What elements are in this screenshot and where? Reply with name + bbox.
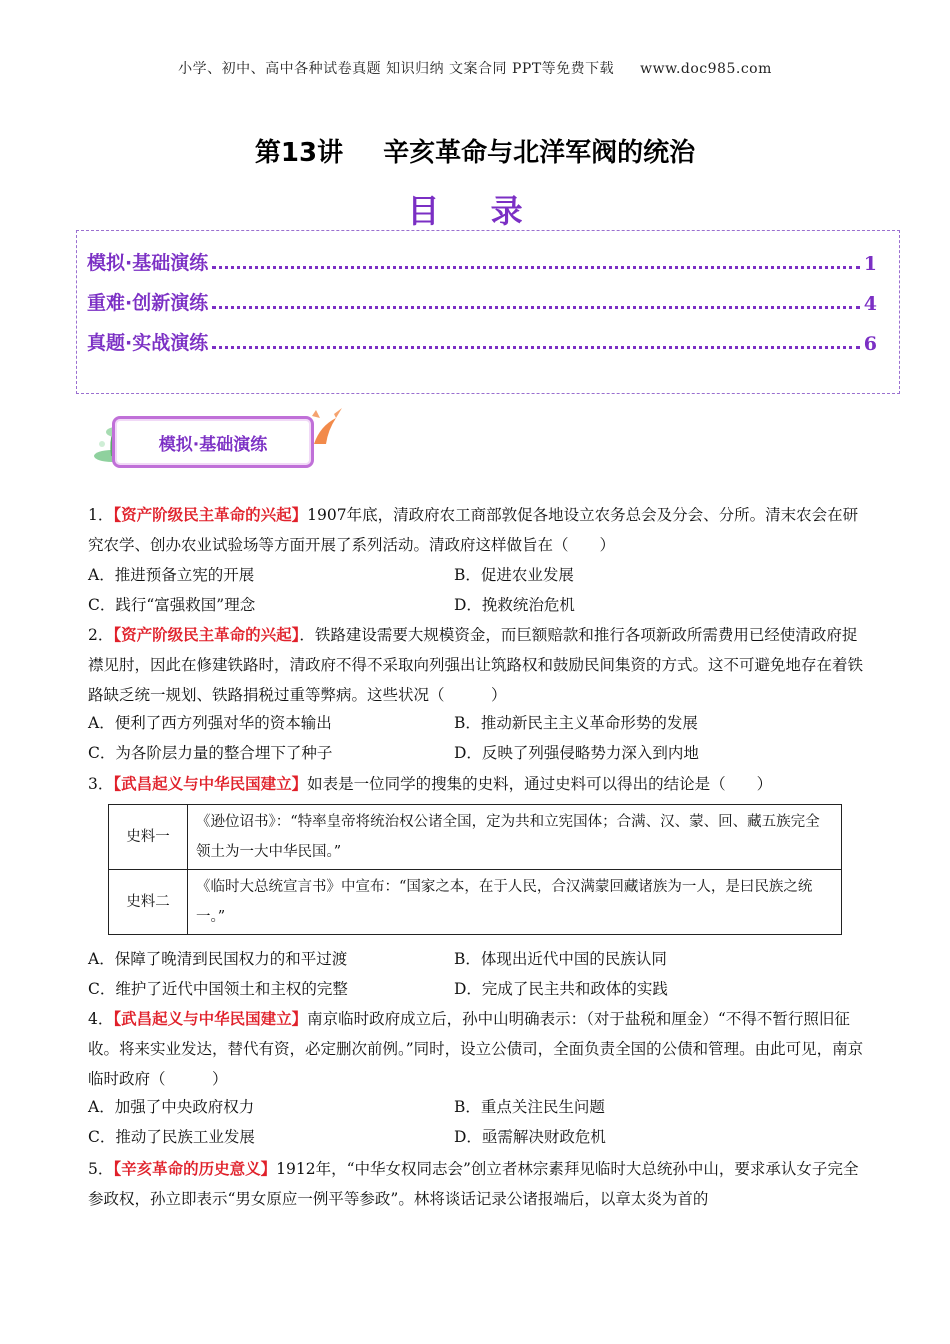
koi-fish-icon — [306, 404, 344, 448]
option-a[interactable]: A．保障了晚清到民国权力的和平过渡 — [88, 950, 348, 968]
source-table — [108, 804, 842, 935]
question-tag: 【武昌起义与中华民国建立】 — [113, 1010, 308, 1028]
toc-item-basic[interactable] — [87, 245, 877, 275]
toc-item-page: 4 — [863, 293, 877, 315]
section-badge-frame — [112, 416, 314, 468]
question-tag: 【资产阶级民主革命的兴起】 — [113, 626, 300, 644]
option-c[interactable]: C．践行“富强救国”理念 — [88, 596, 256, 614]
option-b[interactable]: B．体现出近代中国的民族认同 — [454, 950, 667, 968]
toc-item-label: 真题·实战演练 — [87, 332, 209, 354]
table-of-contents — [76, 230, 900, 394]
question-stem: 1907年底，清政府农工商部敦促各地设立农务总会及分会、分所。清末农会在研究农学、创办农业试验场等方面开展了系列活动。清政府这样做旨在（ ） — [88, 506, 859, 554]
source-content: 《逊位诏书》：“特率皇帝将统治权公诸全国，定为共和立宪国体；合满、汉、蒙、回、藏五族完全领土为一大中华民国。” — [188, 805, 842, 870]
option-d[interactable]: D．挽救统治危机 — [454, 596, 575, 614]
question-stem: 如表是一位同学的搜集的史料，通过史料可以得出的结论是（ ） — [307, 775, 773, 793]
question-stem: 1912年，“中华女权同志会”创立者林宗素拜见临时大总统孙中山，要求承认女子完全参政权，孙立即表示“男女原应一例平等参政”。林将谈话记录公诸报端后，以章太炎为首的 — [88, 1160, 859, 1208]
toc-leader-dots — [212, 305, 860, 309]
option-a[interactable]: A．加强了中央政府权力 — [88, 1098, 255, 1116]
option-b[interactable]: B．重点关注民生问题 — [454, 1098, 605, 1116]
source-label: 史料一 — [109, 805, 188, 870]
question-4 — [88, 1004, 864, 1094]
section-badge-label: 模拟·基础演练 — [158, 434, 268, 455]
toc-leader-dots — [212, 265, 860, 269]
question-stem: ．铁路建设需要大规模资金，而巨额赔款和推行各项新政所需费用已经使清政府捉襟见肘，因此在修建铁路时，清政府不得不采取向列强出让筑路权和鼓励民间集资的方式。这不可避免地存在着铁路缺乏统一规划、铁路捐税过重等弊病。这些状况（ ） — [88, 626, 864, 704]
toc-item-page: 1 — [863, 253, 877, 275]
question-number: 5． — [88, 1160, 114, 1178]
toc-leader-dots — [212, 345, 860, 349]
header-text: 小学、初中、高中各种试卷真题 知识归纳 文案合同 PPT等免费下载 — [178, 61, 615, 77]
question-tag: 【辛亥革命的历史意义】 — [113, 1160, 277, 1178]
question-3 — [88, 769, 864, 799]
source-content: 《临时大总统宣言书》中宣布：“国家之本，在于人民，合汉满蒙回藏诸族为一人，是曰民族之统一。” — [188, 870, 842, 935]
toc-item-real-exam[interactable] — [87, 325, 877, 355]
option-d[interactable]: D．反映了列强侵略势力深入到内地 — [454, 744, 699, 762]
lesson-topic: 辛亥革命与北洋军阀的统治 — [383, 138, 696, 168]
site-header — [0, 58, 950, 78]
option-a[interactable]: A．便利了西方列强对华的资本输出 — [88, 714, 332, 732]
toc-item-label: 模拟·基础演练 — [87, 252, 209, 274]
toc-item-page: 6 — [863, 333, 877, 355]
section-badge — [92, 404, 342, 476]
question-3-options — [88, 944, 864, 1004]
question-stem: 南京临时政府成立后，孙中山明确表示：（对于盐税和厘金）“不得不暂行照旧征收。将来实业发达，替代有资，必定删次前例。”同时，设立公债司，全面负责全国的公债和管理。由此可见，南京临时政府（ ） — [88, 1010, 864, 1088]
toc-heading: 目 录 — [407, 192, 543, 230]
lesson-title — [0, 132, 950, 169]
option-d[interactable]: D．完成了民主共和政体的实践 — [454, 980, 668, 998]
option-c[interactable]: C．为各阶层力量的整合埋下了种子 — [88, 744, 333, 762]
question-1 — [88, 500, 864, 560]
option-b[interactable]: B．促进农业发展 — [454, 566, 574, 584]
header-url[interactable]: www.doc985.com — [640, 61, 772, 77]
question-tag: 【武昌起义与中华民国建立】 — [113, 775, 308, 793]
question-1-options — [88, 560, 864, 620]
option-c[interactable]: C．维护了近代中国领土和主权的完整 — [88, 980, 348, 998]
question-number: 3． — [88, 775, 114, 793]
table-row — [109, 805, 842, 870]
toc-item-label: 重难·创新演练 — [87, 292, 209, 314]
lesson-number: 第13讲 — [254, 138, 344, 168]
question-number: 1． — [88, 506, 114, 524]
option-c[interactable]: C．推动了民族工业发展 — [88, 1128, 255, 1146]
question-2 — [88, 620, 864, 710]
question-2-options — [88, 708, 864, 768]
question-5 — [88, 1154, 864, 1214]
toc-item-advanced[interactable] — [87, 285, 877, 315]
option-b[interactable]: B．推动新民主主义革命形势的发展 — [454, 714, 698, 732]
option-d[interactable]: D．亟需解决财政危机 — [454, 1128, 606, 1146]
source-label: 史料二 — [109, 870, 188, 935]
question-tag: 【资产阶级民主革命的兴起】 — [113, 506, 308, 524]
table-row — [109, 870, 842, 935]
option-a[interactable]: A．推进预备立宪的开展 — [88, 566, 255, 584]
question-number: 4． — [88, 1010, 114, 1028]
question-4-options — [88, 1092, 864, 1152]
question-number: 2． — [88, 626, 114, 644]
